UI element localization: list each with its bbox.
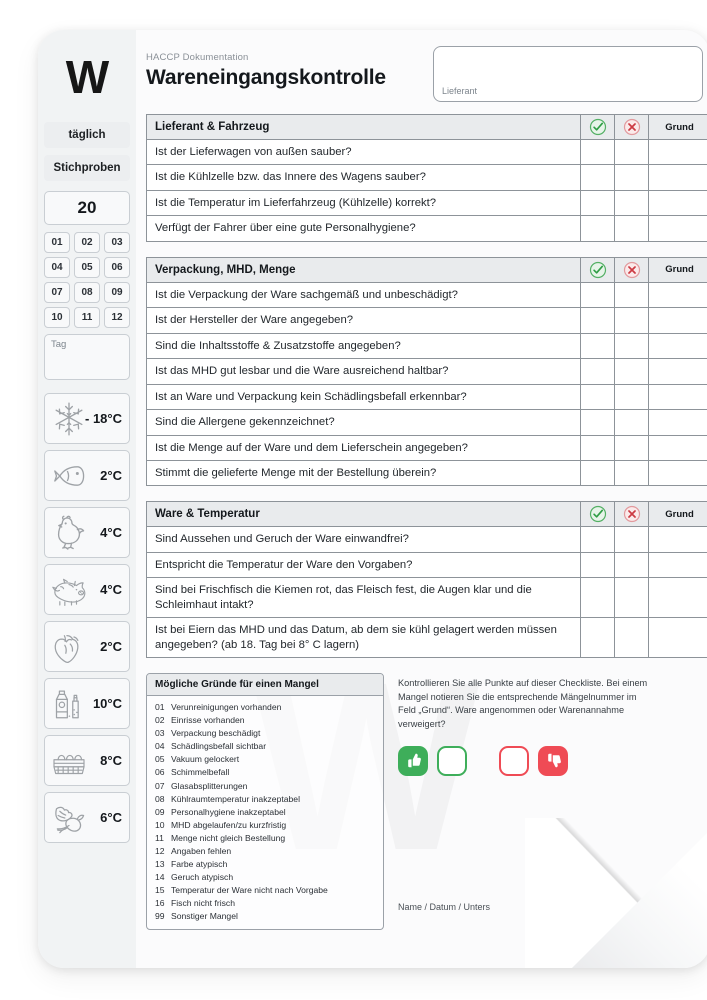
cell-not-ok[interactable]: [615, 578, 649, 618]
reason-text: MHD abgelaufen/zu kurzfristig: [171, 819, 287, 830]
section-header-row: [147, 257, 707, 282]
question-text: Sind Aussehen und Geruch der Ware einwandfrei?: [147, 527, 581, 552]
month-button-10[interactable]: 10: [44, 307, 70, 328]
temp-value-poultry: 4°C: [100, 525, 122, 540]
section-heading: Lieferant & Fahrzeug: [147, 115, 581, 140]
temp-row-poultry: [44, 507, 130, 558]
check-circle-icon: [589, 118, 607, 136]
section-heading: Ware & Temperatur: [147, 502, 581, 527]
reason-text: Verunreinigungen vorhanden: [171, 702, 282, 713]
month-button-12[interactable]: 12: [104, 307, 130, 328]
reason-text: Einrisse vorhanden: [171, 715, 245, 726]
cell-reason[interactable]: [649, 552, 707, 577]
cell-ok[interactable]: [581, 384, 615, 409]
table-row: [147, 552, 707, 577]
checklist-tables: [146, 114, 707, 658]
cell-ok[interactable]: [581, 308, 615, 333]
defect-reasons-list: [147, 696, 383, 929]
temp-value-offal: 2°C: [100, 639, 122, 654]
day-input[interactable]: Tag: [44, 334, 130, 380]
cross-circle-icon: [623, 261, 641, 279]
form-sheet: [38, 30, 707, 968]
list-item: [155, 753, 375, 766]
cell-reason[interactable]: [649, 460, 707, 485]
chicken-icon: [49, 513, 89, 553]
eggs-icon: [49, 741, 89, 781]
temp-row-vegetables: [44, 792, 130, 843]
table-row: [147, 359, 707, 384]
reason-text: Schädlingsbefall sichtbar: [171, 741, 267, 752]
reason-code: 05: [155, 754, 165, 765]
month-button-04[interactable]: 04: [44, 257, 70, 278]
column-header-ok: [581, 502, 615, 527]
reason-code: 06: [155, 767, 165, 778]
cell-ok[interactable]: [581, 435, 615, 460]
cell-reason[interactable]: [649, 165, 707, 190]
defect-reasons-heading: Mögliche Gründe für einen Mangel: [147, 674, 383, 696]
table-row: [147, 435, 707, 460]
defect-reasons-panel: [146, 673, 384, 930]
fish-icon: [49, 456, 89, 496]
reason-text: Kühlraumtemperatur inakzeptabel: [171, 793, 300, 804]
cell-ok[interactable]: [581, 410, 615, 435]
reason-code: 10: [155, 819, 165, 830]
document-kicker: HACCP Dokumentation: [146, 52, 249, 63]
supplier-input[interactable]: [433, 46, 703, 102]
reason-code: 04: [155, 741, 165, 752]
vegetables-icon: [49, 798, 89, 838]
main-content: [136, 30, 707, 968]
column-header-not-ok: [615, 257, 649, 282]
cell-not-ok[interactable]: [615, 216, 649, 241]
cell-ok[interactable]: [581, 140, 615, 165]
cell-reason[interactable]: [649, 435, 707, 460]
thumbs-up-icon: [398, 746, 428, 776]
cell-reason[interactable]: [649, 410, 707, 435]
reason-text: Schimmelbefall: [171, 767, 230, 778]
cell-ok[interactable]: [581, 282, 615, 307]
table-row: [147, 190, 707, 215]
cell-reason[interactable]: [649, 527, 707, 552]
month-button-08[interactable]: 08: [74, 282, 100, 303]
month-button-09[interactable]: 09: [104, 282, 130, 303]
reason-code: 15: [155, 885, 165, 896]
month-button-01[interactable]: 01: [44, 232, 70, 253]
cell-not-ok[interactable]: [615, 435, 649, 460]
list-item: [155, 701, 375, 714]
table-row: [147, 282, 707, 307]
month-grid: [44, 232, 130, 328]
column-header-reason: Grund: [649, 502, 707, 527]
cell-reason[interactable]: [649, 578, 707, 618]
list-item: [155, 832, 375, 845]
list-item: [155, 714, 375, 727]
page-title: Wareneingangskontrolle: [146, 66, 386, 89]
reason-code: 12: [155, 845, 165, 856]
cell-not-ok[interactable]: [615, 190, 649, 215]
list-item: [155, 871, 375, 884]
list-item: [155, 806, 375, 819]
list-item: [155, 910, 375, 923]
reason-code: 09: [155, 806, 165, 817]
reason-text: Sonstiger Mangel: [171, 911, 238, 922]
month-button-11[interactable]: 11: [74, 307, 100, 328]
cell-reason[interactable]: [649, 190, 707, 215]
question-text: Ist die Kühlzelle bzw. das Innere des Wagens sauber?: [147, 165, 581, 190]
table-row: [147, 384, 707, 409]
section-header-row: [147, 502, 707, 527]
cell-ok[interactable]: [581, 190, 615, 215]
reason-text: Glasabsplitterungen: [171, 780, 248, 791]
decision-controls: [398, 746, 707, 776]
reason-code: 03: [155, 728, 165, 739]
check-circle-icon: [589, 261, 607, 279]
temp-value-frozen: - 18°C: [85, 411, 122, 426]
cell-reason[interactable]: [649, 308, 707, 333]
column-header-reason: Grund: [649, 257, 707, 282]
table-row: [147, 165, 707, 190]
cell-ok[interactable]: [581, 359, 615, 384]
table-row: [147, 308, 707, 333]
column-header-not-ok: [615, 502, 649, 527]
reason-text: Temperatur der Ware nicht nach Vorgabe: [171, 885, 328, 896]
cell-ok[interactable]: [581, 552, 615, 577]
reject-checkbox[interactable]: [499, 746, 529, 776]
reason-text: Fisch nicht frisch: [171, 898, 235, 909]
question-text: Stimmt die gelieferte Menge mit der Bestellung überein?: [147, 460, 581, 485]
question-text: Ist das MHD gut lesbar und die Ware ausreichend haltbar?: [147, 359, 581, 384]
form-footer: [146, 673, 707, 930]
cell-not-ok[interactable]: [615, 359, 649, 384]
column-header-ok: [581, 257, 615, 282]
reason-code: 14: [155, 871, 165, 882]
cell-not-ok[interactable]: [615, 333, 649, 358]
list-item: [155, 884, 375, 897]
accept-checkbox[interactable]: [437, 746, 467, 776]
reason-code: 01: [155, 702, 165, 713]
question-text: Ist an Ware und Verpackung kein Schädlingsbefall erkennbar?: [147, 384, 581, 409]
question-text: Sind die Allergene gekennzeichnet?: [147, 410, 581, 435]
table-row: [147, 578, 707, 618]
cell-not-ok[interactable]: [615, 165, 649, 190]
cell-ok[interactable]: [581, 216, 615, 241]
cell-not-ok[interactable]: [615, 618, 649, 658]
frequency-button-samples[interactable]: Stichproben: [44, 155, 130, 181]
temp-row-fish: [44, 450, 130, 501]
temp-row-frozen: [44, 393, 130, 444]
reason-text: Personalhygiene inakzeptabel: [171, 806, 286, 817]
table-row: [147, 140, 707, 165]
reason-code: 11: [155, 832, 164, 843]
cell-ok[interactable]: [581, 527, 615, 552]
cell-ok[interactable]: [581, 333, 615, 358]
question-text: Ist die Verpackung der Ware sachgemäß und unbeschädigt?: [147, 282, 581, 307]
month-button-07[interactable]: 07: [44, 282, 70, 303]
temp-value-eggs: 8°C: [100, 753, 122, 768]
cell-not-ok[interactable]: [615, 282, 649, 307]
list-item: [155, 819, 375, 832]
month-button-06[interactable]: 06: [104, 257, 130, 278]
question-text: Verfügt der Fahrer über eine gute Personalhygiene?: [147, 216, 581, 241]
cross-circle-icon: [623, 118, 641, 136]
list-item: [155, 845, 375, 858]
temp-value-pork: 4°C: [100, 582, 122, 597]
question-text: Sind die Inhaltsstoffe & Zusatzstoffe angegeben?: [147, 333, 581, 358]
list-item: [155, 897, 375, 910]
month-button-03[interactable]: 03: [104, 232, 130, 253]
pig-icon: [49, 570, 89, 610]
temp-value-vegetables: 6°C: [100, 810, 122, 825]
cell-reason[interactable]: [649, 384, 707, 409]
column-header-not-ok: [615, 115, 649, 140]
checklist-section-verpackung-mhd-menge: [146, 257, 707, 487]
reason-code: 99: [155, 911, 165, 922]
month-button-02[interactable]: 02: [74, 232, 100, 253]
list-item: [155, 858, 375, 871]
cell-reason[interactable]: [649, 359, 707, 384]
column-header-ok: [581, 115, 615, 140]
reason-text: Menge nicht gleich Bestellung: [171, 832, 286, 843]
reason-code: 08: [155, 793, 165, 804]
list-item: [155, 766, 375, 779]
list-item: [155, 780, 375, 793]
table-row: [147, 460, 707, 485]
offal-heart-icon: [49, 627, 89, 667]
cell-ok[interactable]: [581, 578, 615, 618]
table-row: [147, 527, 707, 552]
temp-row-pork: [44, 564, 130, 615]
table-row: [147, 333, 707, 358]
question-text: Ist die Temperatur im Lieferfahrzeug (Kühlzelle) korrekt?: [147, 190, 581, 215]
table-row: [147, 216, 707, 241]
reason-code: 16: [155, 898, 165, 909]
section-header-row: [147, 115, 707, 140]
cell-not-ok[interactable]: [615, 308, 649, 333]
month-button-05[interactable]: 05: [74, 257, 100, 278]
cell-not-ok[interactable]: [615, 527, 649, 552]
reason-code: 13: [155, 858, 165, 869]
reason-code: 02: [155, 715, 165, 726]
dairy-icon: [49, 684, 89, 724]
question-text: Entspricht die Temperatur der Ware den Vorgaben?: [147, 552, 581, 577]
cell-not-ok[interactable]: [615, 410, 649, 435]
cell-ok[interactable]: [581, 460, 615, 485]
checklist-section-ware-temperatur: [146, 501, 707, 658]
year-input[interactable]: 20: [44, 191, 130, 225]
table-row: [147, 618, 707, 658]
cell-not-ok[interactable]: [615, 140, 649, 165]
question-text: Ist der Lieferwagen von außen sauber?: [147, 140, 581, 165]
cell-ok[interactable]: [581, 165, 615, 190]
reason-text: Verpackung beschädigt: [171, 728, 261, 739]
reason-text: Geruch atypisch: [171, 871, 234, 882]
document-header: [136, 30, 707, 114]
snowflake-icon: [49, 399, 89, 439]
reason-text: Farbe atypisch: [171, 858, 228, 869]
column-header-reason: Grund: [649, 115, 707, 140]
section-heading: Verpackung, MHD, Menge: [147, 257, 581, 282]
list-item: [155, 740, 375, 753]
instructions-text: Kontrollieren Sie alle Punkte auf dieser Checkliste. Bei einem Mangel notieren Sie die entsprechende Mängelnummer im Feld „Grund“. Ware angenommen oder Warenannahme verweigert?: [398, 678, 648, 729]
temp-value-dairy: 10°C: [92, 696, 122, 711]
supplier-input-label: Lieferant: [442, 86, 478, 96]
cell-not-ok[interactable]: [615, 460, 649, 485]
question-text: Ist die Menge auf der Ware und dem Lieferschein angegeben?: [147, 435, 581, 460]
temp-row-dairy: [44, 678, 130, 729]
checklist-section-lieferant-fahrzeug: [146, 114, 707, 242]
cross-circle-icon: [623, 505, 641, 523]
cell-not-ok[interactable]: [615, 384, 649, 409]
temp-row-offal: [44, 621, 130, 672]
list-item: [155, 793, 375, 806]
cell-reason[interactable]: [649, 140, 707, 165]
instructions-panel: [384, 673, 707, 930]
check-circle-icon: [589, 505, 607, 523]
signature-line-label: Name / Datum / Unters: [398, 902, 491, 913]
reason-text: Vakuum gelockert: [171, 754, 240, 765]
question-text: Sind bei Frischfisch die Kiemen rot, das Fleisch fest, die Augen klar und die Schleimhaut intakt?: [147, 578, 581, 618]
temperature-reference-list: [44, 393, 130, 843]
cell-reason[interactable]: [649, 333, 707, 358]
sidebar: [38, 30, 136, 968]
thumbs-down-icon: [538, 746, 568, 776]
brand-logo: W: [65, 51, 109, 103]
cell-ok[interactable]: [581, 618, 615, 658]
temp-row-eggs: [44, 735, 130, 786]
cell-reason[interactable]: [649, 282, 707, 307]
cell-reason[interactable]: [649, 216, 707, 241]
frequency-button-daily[interactable]: täglich: [44, 122, 130, 148]
question-text: Ist bei Eiern das MHD und das Datum, ab dem sie kühl gelagert werden müssen angegeben? (ab 18. Tag bei 8° C lagern): [147, 618, 581, 658]
list-item: [155, 727, 375, 740]
cell-not-ok[interactable]: [615, 552, 649, 577]
reason-text: Angaben fehlen: [171, 845, 232, 856]
table-row: [147, 410, 707, 435]
temp-value-fish: 2°C: [100, 468, 122, 483]
cell-reason[interactable]: [649, 618, 707, 658]
question-text: Ist der Hersteller der Ware angegeben?: [147, 308, 581, 333]
reason-code: 07: [155, 780, 165, 791]
